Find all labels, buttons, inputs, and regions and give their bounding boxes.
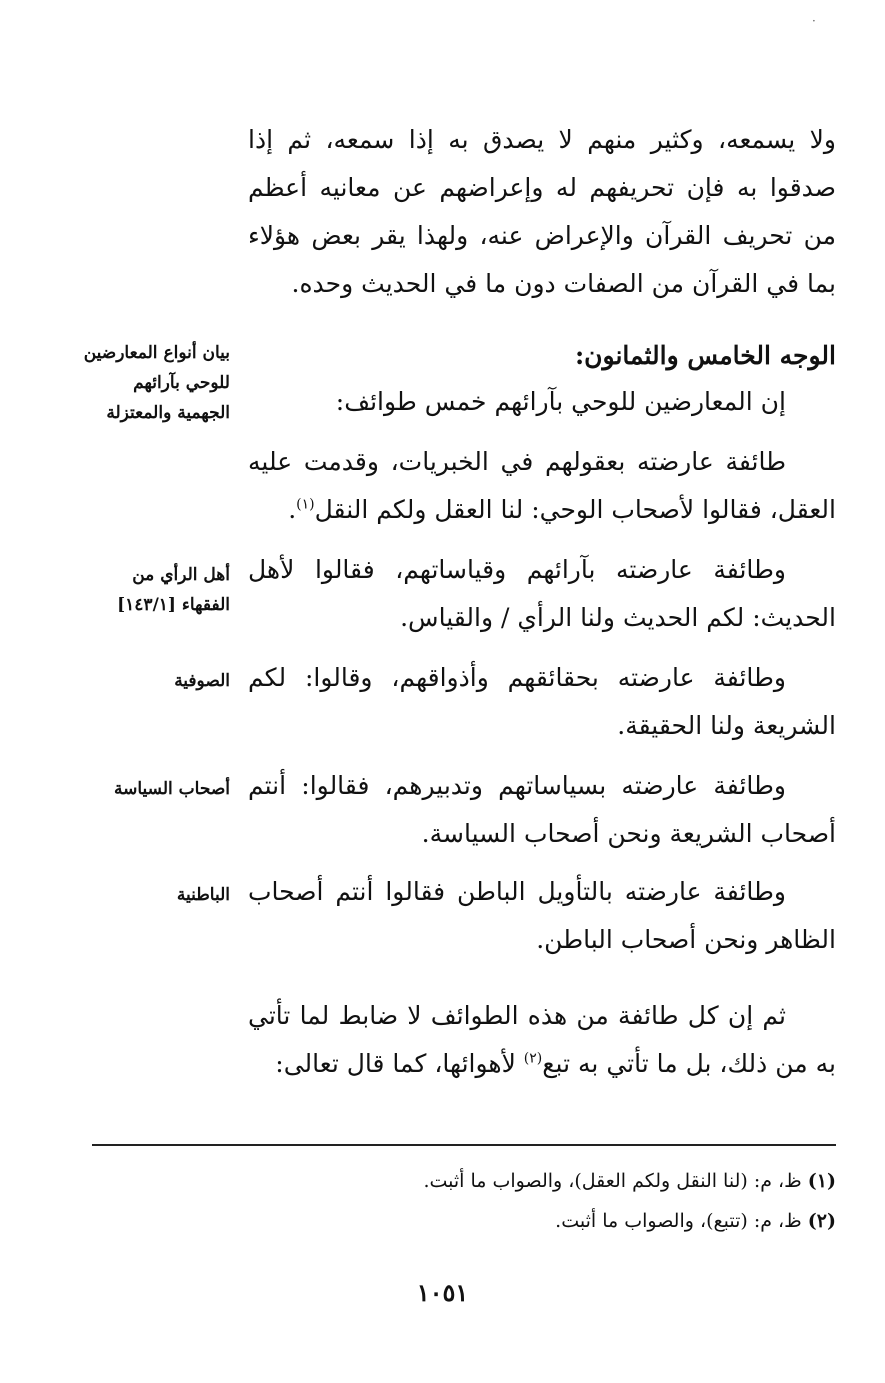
side-note-opinion — [80, 560, 230, 620]
paragraph-group-reason — [248, 438, 836, 534]
footnote-divider — [92, 1144, 836, 1146]
side-note-politics: أصحاب السياسة — [114, 779, 230, 799]
footnote-ref-2: (٢) — [523, 1050, 543, 1067]
paragraph-conclusion — [248, 992, 836, 1088]
section-heading: الوجه الخامس والثمانون: — [574, 341, 836, 370]
side-note-text: أهل الرأي من الفقهاء — [132, 565, 230, 615]
footnote-1 — [92, 1164, 836, 1198]
paragraph-group-politics: وطائفة عارضته بسياساتهم وتدبيرهم، فقالوا: أنتم أصحاب الشريعة ونحن أصحاب السياسة. — [248, 771, 836, 848]
paragraph-intro: ولا يسمعه، وكثير منهم لا يصدق به إذا سمعه، ثم إذا صدقوا به فإن تحريفهم له وإعراضهم عن معانيه أعظم من تحريف القرآن والإعراض عنه، ولهذا يقر بعض هؤلاء بما في القرآن من الصفات دون ما في الحديث وحده. — [248, 125, 836, 298]
paragraph-group-opinion: وطائفة عارضته بآرائهم وقياساتهم، فقالوا لأهل الحديث: لكم الحديث ولنا الرأي / والقياس. — [248, 555, 836, 632]
footnote-number: (٢) — [807, 1210, 836, 1232]
paragraph-five-groups: إن المعارضين للوحي بآرائهم خمس طوائف: — [335, 387, 786, 416]
footnote-2 — [92, 1204, 836, 1238]
side-note-batini: الباطنية — [176, 885, 230, 905]
footnote-text: ظ، م: (لنا النقل ولكم العقل)، والصواب ما أثبت. — [423, 1170, 802, 1192]
footnote-number: (١) — [807, 1170, 836, 1192]
side-note-types: بيان أنواع المعارضين للوحي بآرائهم الجهمية والمعتزلة — [83, 343, 230, 423]
footnote-text: ظ، م: (تتبع)، والصواب ما أثبت. — [555, 1210, 802, 1232]
paragraph-text-cont: لأهوائها، كما قال تعالى: — [275, 1049, 524, 1078]
paragraph-text: ثم إن كل طائفة من هذه الطوائف لا ضابط لما تأتي به من ذلك، بل ما تأتي به تبع — [248, 1001, 836, 1078]
side-note-page-ref: [١٤٣/١] — [117, 595, 176, 615]
paragraph-group-batini: وطائفة عارضته بالتأويل الباطن فقالوا أنتم أصحاب الظاهر ونحن أصحاب الباطن. — [248, 877, 836, 954]
side-note-sufi: الصوفية — [174, 671, 230, 691]
paragraph-end: . — [288, 495, 297, 524]
page-number: ١٠٥١ — [416, 1278, 469, 1307]
paragraph-group-sufi: وطائفة عارضته بحقائقهم وأذواقهم، وقالوا: لكم الشريعة ولنا الحقيقة. — [248, 663, 836, 740]
paragraph-text: طائفة عارضته بعقولهم في الخبريات، وقدمت عليه العقل، فقالوا لأصحاب الوحي: لنا العقل ولكم النقل — [248, 447, 836, 524]
footnote-ref-1: (١) — [296, 496, 315, 513]
top-mark: · — [812, 14, 816, 28]
